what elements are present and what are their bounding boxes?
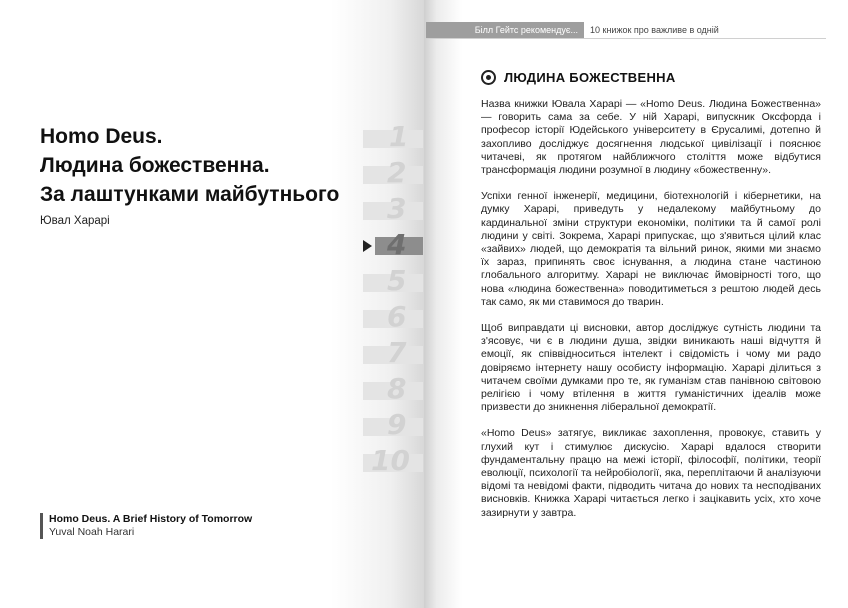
book-title — [40, 122, 360, 209]
paragraph: Щоб виправдати ці висновки, автор досліджує сутність людини та з'ясовує, чи є в людини душа, звідки виникають наші відчуття й емоції, як співвідноситься інтелект і свідомість і чому ми радо довіряємо інтернету нашу особисту інформацію. Харарі ділиться з читачем своїми думками про те, як гуманізм став панівною світовою релігією і чому втілення в життя гуманістичних ідеалів може призвести до зникнення ліберальної демократії. — [481, 322, 821, 414]
book-title-line-1: Homo Deus. — [40, 125, 163, 148]
original-author: Yuval Noah Harari — [49, 526, 135, 538]
chapter-number-6: 6 — [387, 300, 407, 333]
series-tab: Білл Гейтс рекомендує... — [426, 22, 584, 38]
chapter-number-7: 7 — [387, 336, 407, 369]
section-heading — [481, 70, 676, 85]
target-bullet-icon — [481, 70, 496, 85]
paragraph: «Homo Deus» затягує, викликає захоплення, провокує, ставить у глухий кут і стимулює дискусію. Харарі вдалося створити фундаментальну працю на межі історії, філософії, політики, теорії еволюції, психології та нейробіології, яка, переплітаючи й аналізуючи відомі та невідомі факти, підводить читача до нових та несподіваних висновків. Книжка Харарі читається легко і зацікавить усіх, хто хоче зазирнути у завтра. — [481, 427, 821, 519]
chapter-number-10: 10 — [371, 444, 410, 477]
paragraph: Успіхи генної інженерії, медицини, біотехнологій і кібернетики, на думку Харарі, приведуть у недалекому майбутньому до кардинальної зміни структури економіки, політики та й самої ролі людини у світі. Зокрема, Харарі припускає, що з'явиться цілий клас «зайвих» людей, що демократія та вільний ринок, якими ми знаємо їх зараз, припинять своє існування, а людина стане частиною глобального алгоритму. Харарі не виключає ймовірності того, що нова «людина божественна» поводитиметься з рештою людей десь так само, як ми ставимося до тварин. — [481, 190, 821, 308]
book-author: Ювал Харарі — [40, 215, 110, 227]
article-body — [481, 98, 821, 533]
section-title: ЛЮДИНА БОЖЕСТВЕННА — [504, 70, 676, 85]
original-edition — [40, 513, 252, 539]
chapter-number-9: 9 — [387, 408, 407, 441]
book-title-line-3: За лаштунками майбутнього — [40, 183, 340, 206]
series-subtitle: 10 книжок про важливе в одній — [590, 25, 719, 35]
chapter-number-8: 8 — [387, 372, 407, 405]
chapter-number-5: 5 — [387, 264, 407, 297]
chapter-number-4: 4 — [387, 228, 407, 261]
chapter-number-2: 2 — [387, 156, 407, 189]
header-divider — [426, 38, 826, 39]
current-chapter-arrow-icon — [363, 240, 372, 252]
original-title: Homo Deus. A Brief History of Tomorrow — [49, 513, 253, 525]
chapter-index — [363, 0, 423, 608]
book-title-line-2: Людина божественна. — [40, 154, 270, 177]
chapter-number-3: 3 — [387, 192, 407, 225]
paragraph: Назва книжки Ювала Харарі — «Homo Deus. Людина Божественна» — говорить сама за себе. У ній Харарі, випускник Оксфорда і професор історії Юдейського університету в Єрусалимі, дотепно й захопливо досліджує досягнення людської цивілізації і пояснює читачеві, як протягом найближчого століття може відбутися трансформація людини розумної в людину «божественну». — [481, 98, 821, 177]
chapter-number-1: 1 — [389, 120, 409, 153]
